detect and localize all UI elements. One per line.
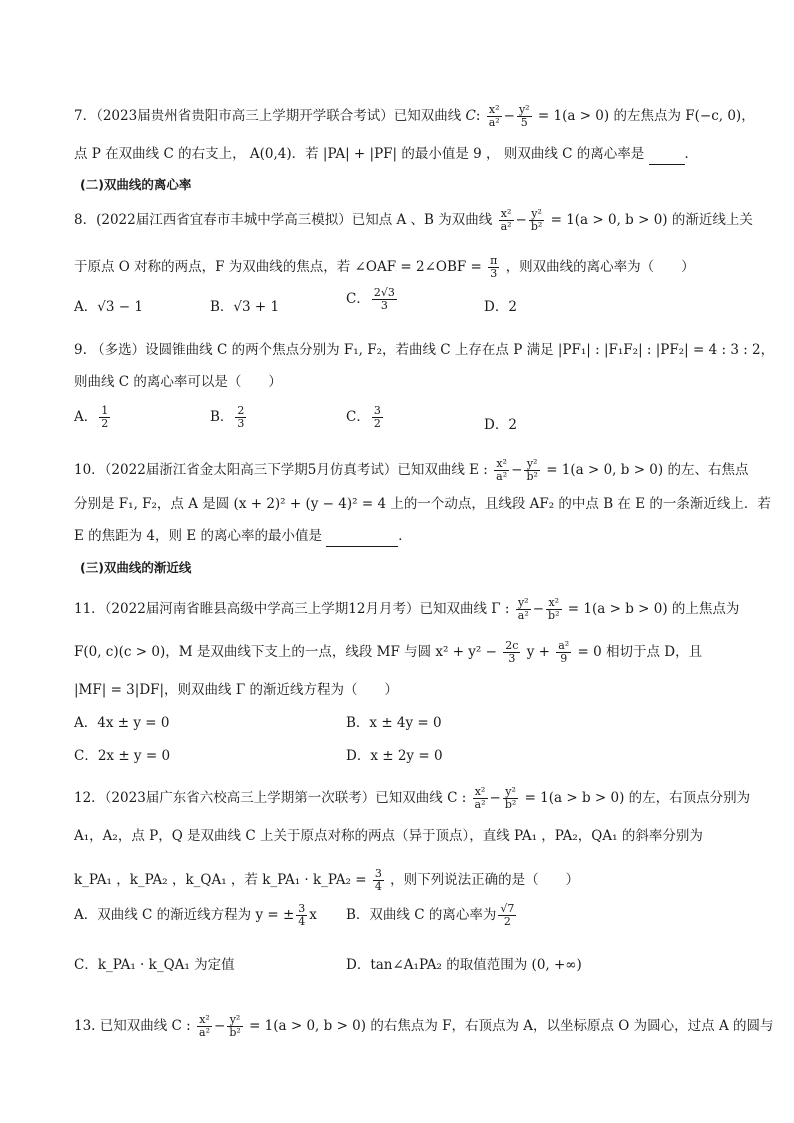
- answer-blank[interactable]: [326, 526, 398, 547]
- option-b[interactable]: B．双曲线 C 的离心率为 $\frac{√7}{2}$: [346, 902, 515, 928]
- option-c[interactable]: C． $\frac{2√3}{3}$: [346, 286, 395, 312]
- fraction: $\frac{\text{x²}}{\text{a²}}$: [199, 1013, 210, 1039]
- fraction: $\frac{\text{y²}}{\text{b²}}$: [504, 785, 517, 811]
- question-11-line-2: F(0, c)(c > 0)，M 是双曲线下支上的一点，线段 MF 与圆 x² + y² − $\frac{2c}{3}$ y + $\frac{\text{a²}}{9}$ = 0 相切于点 D，且: [74, 639, 703, 665]
- option-d[interactable]: D．2: [484, 417, 517, 433]
- fraction: $\frac{2c}{3}$: [505, 639, 519, 665]
- question-11-line-1: 11．（2022届河南省睢县高级中学高三上学期12月月考）已知双曲线 Γ : $\frac{\text{y²}}{\text{a²}}$ − $\frac{\text{x²}}{\text{b²}}$ = 1(a > b > 0) 的上焦点为: [74, 596, 740, 622]
- section-heading-asymptotes: (三)双曲线的渐近线: [80, 560, 192, 575]
- option-a[interactable]: A．√3 − 1: [74, 299, 143, 315]
- question-11-line-3: |MF| = 3|DF|，则双曲线 Γ 的渐近线方程为（ ）: [74, 682, 399, 698]
- fraction: $\frac{\text{a²}}{9}$: [558, 639, 570, 665]
- section-heading-eccentricity: (二)双曲线的离心率: [80, 177, 192, 192]
- fraction: $\frac{\text{y²}}{\text{b²}}$: [530, 207, 543, 233]
- question-10-line-3: E 的焦距为 4，则 E 的离心率的最小值是 ．: [74, 526, 734, 547]
- option-b[interactable]: B．√3 + 1: [210, 299, 280, 315]
- question-10-line-2: 分别是 F₁, F₂，点 A 是圆 (x + 2)² + (y − 4)² = 4 上的一个动点，且线段 AF₂ 的中点 B 在 E 的一条渐近线上．若: [74, 496, 771, 512]
- fraction: $\frac{\text{x²}}{\text{a²}}$: [488, 103, 500, 129]
- fraction: $\frac{\text{x²}}{\text{a²}}$: [496, 457, 508, 483]
- fraction: $\frac{\text{y²}}{\text{b²}}$: [526, 457, 538, 483]
- option-c[interactable]: C．k_PA₁ · k_QA₁ 为定值: [74, 957, 235, 973]
- answer-blank[interactable]: [649, 144, 685, 165]
- fraction: $\frac{\text{x²}}{\text{a²}}$: [474, 785, 486, 811]
- question-12-line-1: 12．（2023届广东省六校高三上学期第一次联考）已知双曲线 C : $\frac{\text{x²}}{\text{a²}}$ − $\frac{\text{y²}}{\text{b²}}$ = 1(a > b > 0) 的左，右顶点分别为: [74, 785, 751, 811]
- option-d[interactable]: D．x ± 2y = 0: [346, 748, 443, 764]
- option-c[interactable]: C． $\frac{3}{2}$: [346, 404, 381, 430]
- option-b[interactable]: B． $\frac{2}{3}$: [210, 404, 245, 430]
- fraction: $\frac{\pi}{3}$: [490, 254, 498, 280]
- option-a[interactable]: A．双曲线 C 的渐近线方程为 y = ± $\frac{3}{4}$ x: [74, 902, 317, 928]
- question-8-line-1: 8．(2022届江西省宜春市丰城中学高三模拟）已知点 A 、B 为双曲线 $\frac{\text{x²}}{\text{a²}}$ − $\frac{\text{y²}}{\text{b²}}$ = 1(a > 0, b > 0) 的渐近线上关: [74, 207, 753, 233]
- question-9-line-1: 9. （多选）设圆锥曲线 C 的两个焦点分别为 F₁, F₂，若曲线 C 上存在点 P 满足 |PF₁| : |F₁F₂| : |PF₂| = 4 : 3 : 2，: [74, 342, 775, 358]
- option-c[interactable]: C．2x ± y = 0: [74, 748, 171, 764]
- question-7-line-2: 点 P 在双曲线 C 的右支上， A(0,4)．若 |PA| + |PF| 的最小值是 9 ， 则双曲线 C 的离心率是 ．: [74, 144, 734, 165]
- fraction: $\frac{\text{x²}}{\text{a²}}$: [500, 207, 512, 233]
- option-d[interactable]: D．2: [484, 299, 517, 315]
- option-a[interactable]: A．4x ± y = 0: [74, 715, 170, 731]
- question-7-line-1: 7．（2023届贵州省贵阳市高三上学期开学联合考试）已知双曲线 C: $\frac{\text{x²}}{\text{a²}}$ − $\frac{\text{y²}}{5}$ = 1(a > 0) 的左焦点为 F(−c, 0)，: [74, 103, 755, 129]
- option-a[interactable]: A． $\frac{1}{2}$: [74, 404, 109, 430]
- option-b[interactable]: B．x ± 4y = 0: [346, 715, 442, 731]
- question-9-line-2: 则曲线 C 的离心率可以是（ ）: [74, 374, 282, 390]
- fraction: $\frac{\text{x²}}{\text{b²}}$: [548, 596, 560, 622]
- question-12-line-3: k_PA₁ ，k_PA₂ ，k_QA₁ ，若 k_PA₁ · k_PA₂ = $\frac{3}{4}$ ，则下列说法正确的是（ ）: [74, 867, 580, 893]
- question-10-line-1: 10．（2022届浙江省金太阳高三下学期5月仿真考试）已知双曲线 E : $\frac{\text{x²}}{\text{a²}}$ − $\frac{\text{y²}}{\text{b²}}$ = 1(a > 0, b > 0) 的左、右焦点: [74, 457, 749, 483]
- fraction: $\frac{\text{y²}}{\text{a²}}$: [517, 596, 529, 622]
- question-12-line-2: A₁，A₂，点 P，Q 是双曲线 C 上关于原点对称的两点（异于顶点），直线 PA₁ ，PA₂，QA₁ 的斜率分别为: [74, 828, 703, 844]
- option-d[interactable]: D．tan∠A₁PA₂ 的取值范围为 (0, +∞): [346, 957, 582, 973]
- fraction: $\frac{3}{4}$: [374, 867, 382, 893]
- question-8-line-2: 于原点 O 对称的两点，F 为双曲线的焦点，若 ∠OAF = 2∠OBF = $\frac{\pi}{3}$ ，则双曲线的离心率为（ ）: [74, 254, 695, 280]
- question-13-line-1: 13. 已知双曲线 C : $\frac{\text{x²}}{\text{a²}}$ − $\frac{\text{y²}}{\text{b²}}$ = 1(a > 0, b > 0) 的右焦点为 F，右顶点为 A，以坐标原点 O 为圆心，过点 A 的圆与: [74, 1013, 774, 1039]
- fraction: $\frac{\text{y²}}{5}$: [518, 103, 530, 129]
- fraction: $\frac{\text{y²}}{\text{b²}}$: [229, 1013, 241, 1039]
